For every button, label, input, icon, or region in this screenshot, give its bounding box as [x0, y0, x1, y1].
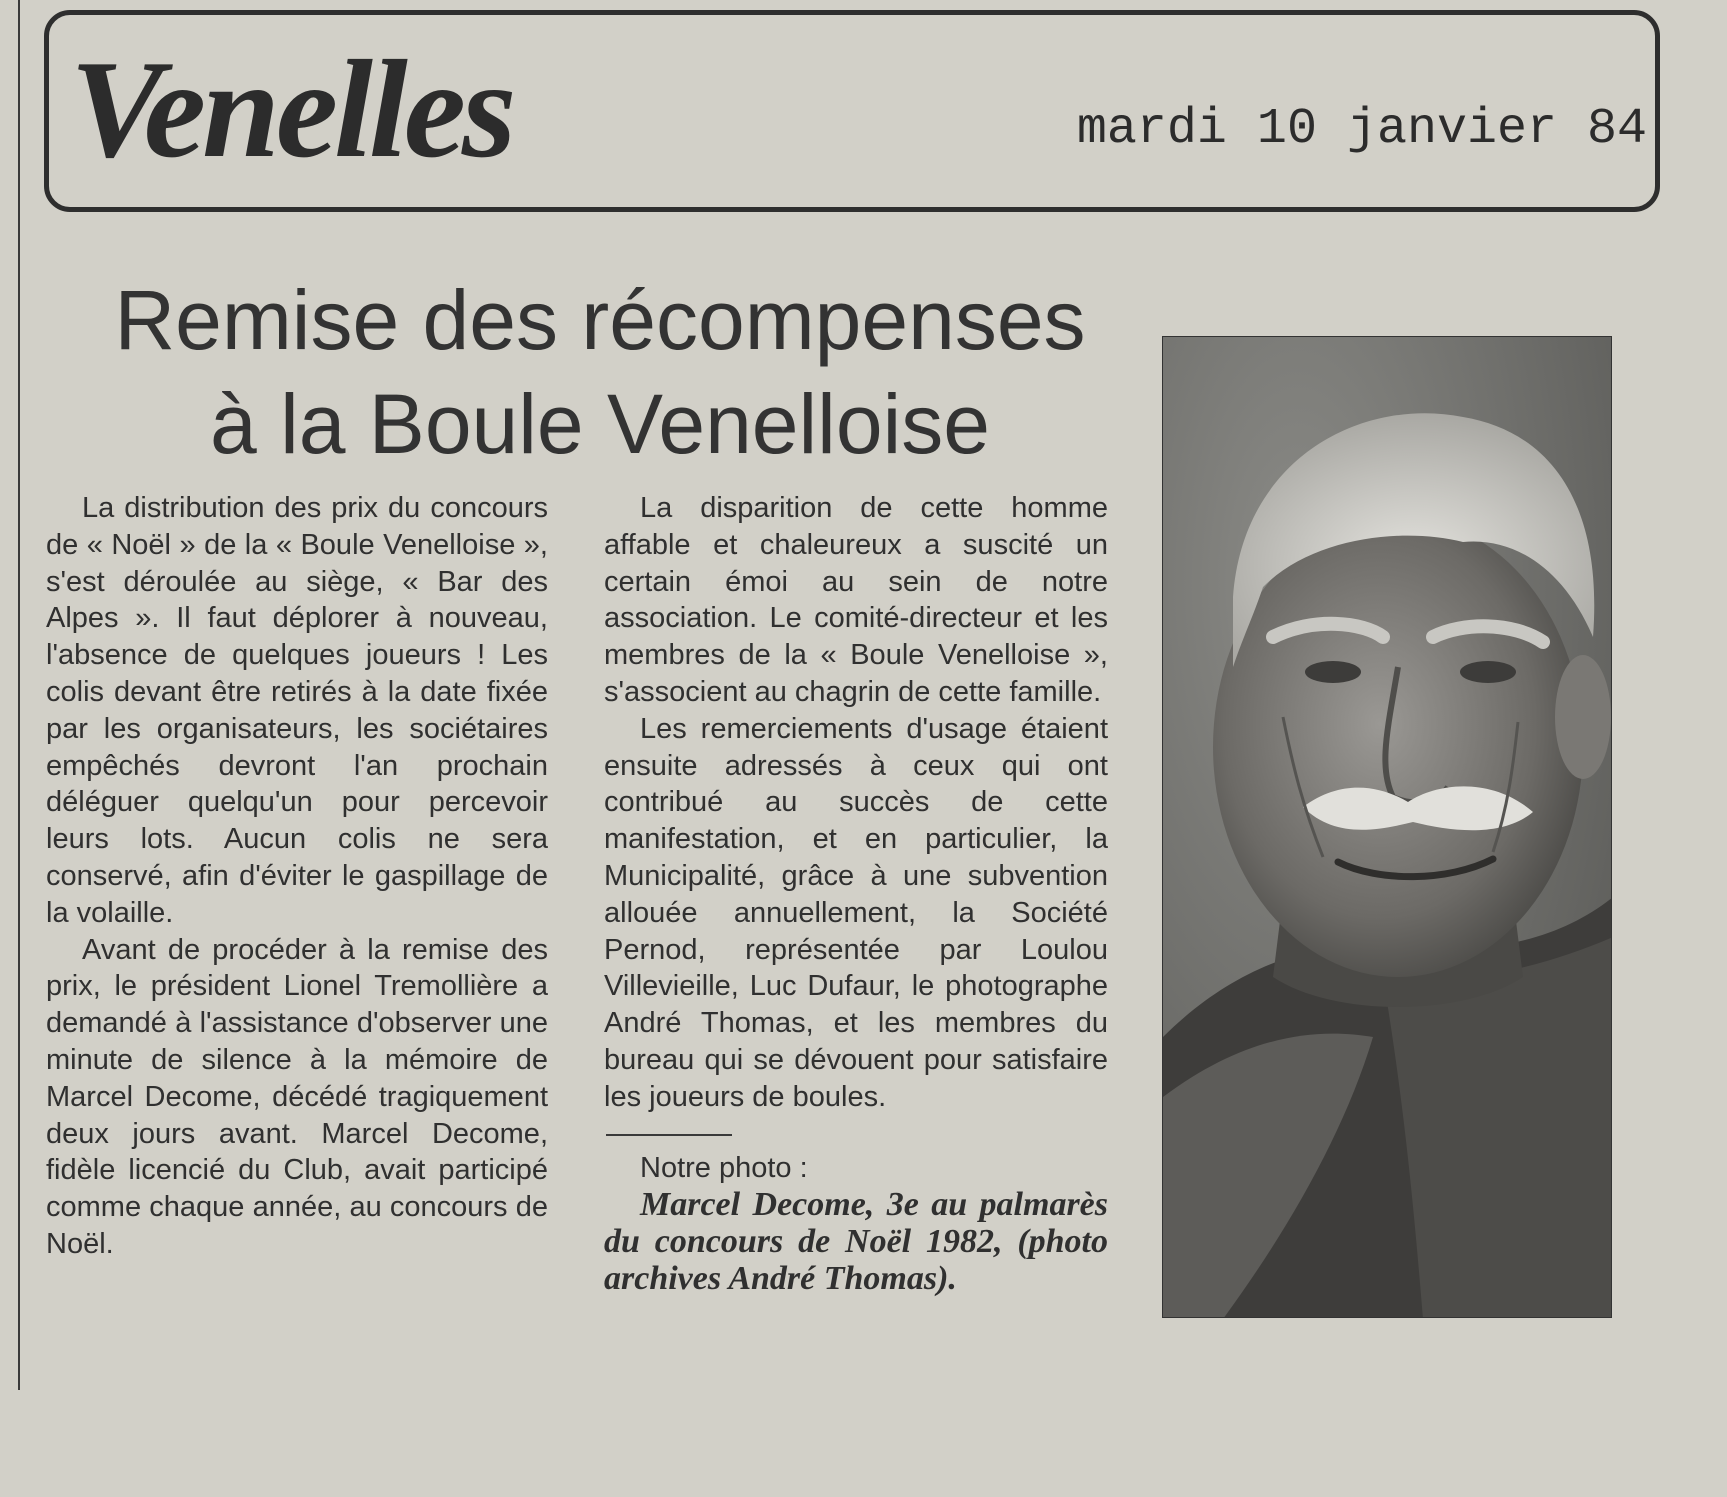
- paragraph: La distribution des prix du concours de « Noël » de la « Boule Venelloise », s'est déroulée au siège, « Bar des Alpes ». Il faut déplorer à nouveau, l'absence de quelques joueurs ! Les colis devant être retirés à la date fixée par les organisateurs, les sociétaires empêchés devront l'an prochain déléguer quelqu'un pour percevoir leurs lots. Aucun colis ne sera conservé, afin d'éviter le gaspillage de la volaille.: [46, 492, 548, 929]
- paragraph: La disparition de cette homme affable et chaleureux a suscité un certain émoi au sein de notre association. Le comité-directeur et les membres de la « Boule Venelloise », s'associent au chagrin de cette famille.: [604, 492, 1108, 708]
- publication-date: mardi 10 janvier 84: [1076, 101, 1647, 158]
- photo-caption: Marcel Decome, 3e au palmarès du concours de Noël 1982, (photo archives André Thomas).: [604, 1186, 1108, 1298]
- paragraph: Les remerciements d'usage étaient ensuite adressés à ceux qui ont contribué au succès de cette manifestation, et en particulier, la Municipalité, grâce à une subvention allouée annuellement, la Société Pernod, représentée par Loulou Villevieille, Luc Dufaur, le photographe André Thomas, et les membres du bureau qui se dévouent pour satisfaire les joueurs de boules.: [604, 712, 1108, 1113]
- section-title: Venelles: [70, 32, 513, 187]
- caption-divider: [606, 1134, 732, 1136]
- article-headline: [40, 268, 1160, 476]
- headline-line-2: à la Boule Venelloise: [210, 377, 990, 471]
- paragraph: Avant de procéder à la remise des prix, le président Lionel Tremollière a demandé à l'assistance d'observer une minute de silence à la mémoire de Marcel Decome, décédé tragiquement deux jours avant. Marcel Decome, fidèle licencié du Club, avait participé comme chaque année, au concours de Noël.: [46, 933, 548, 1260]
- headline-line-1: Remise des récompenses: [114, 273, 1086, 367]
- portrait-photo: [1162, 336, 1612, 1318]
- caption-lead: Notre photo :: [640, 1151, 808, 1184]
- article-column-left: [46, 490, 548, 1263]
- article-column-right: [604, 490, 1108, 1297]
- page-edge-rule: [18, 0, 20, 1390]
- portrait-photo-graphic: [1163, 337, 1612, 1318]
